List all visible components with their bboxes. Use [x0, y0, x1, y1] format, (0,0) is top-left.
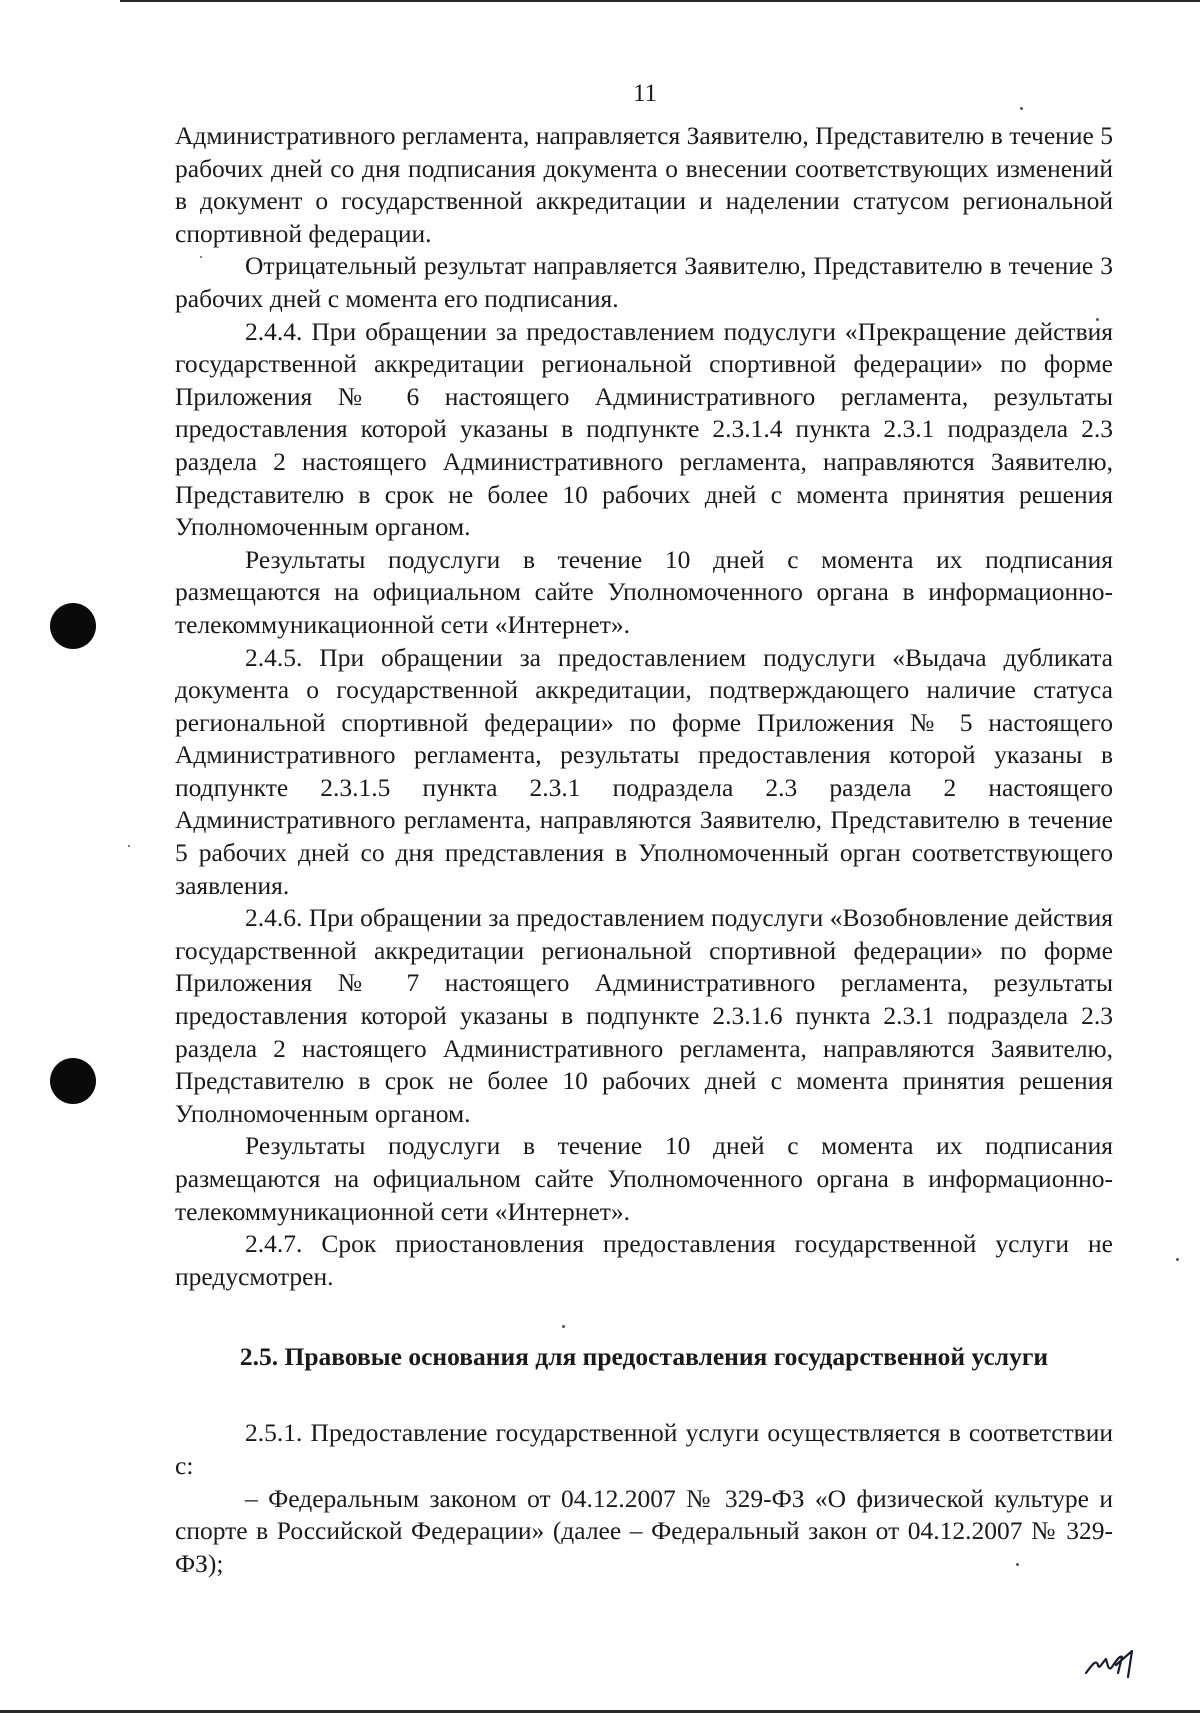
- scan-edge-top: [120, 0, 1200, 2]
- paragraph: 2.4.7. Срок приостановления предоставления государственной услуги не предусмотрен.: [175, 1229, 1113, 1291]
- paragraph: 2.4.4. При обращении за предоставлением подуслуги «Прекращение действия государственной аккредитации региональной спортивной федерации» по форме Приложения № 6 настоящего Административного регламента, результаты предоставления которой указаны в подпункте 2.3.1.4 пункта 2.3.1 подраздела 2.3 раздела 2 настоящего Административного регламента, направляются Заявителю, Представителю в срок не более 10 рабочих дней с момента принятия решения Уполномоченным органом.: [175, 316, 1113, 542]
- paragraph: 2.4.5. При обращении за предоставлением подуслуги «Выдача дубликата документа о государственной аккредитации, подтверждающего наличие статуса региональной спортивной федерации» по форме Приложения № 5 настоящего Административного регламента, результаты предоставления которой указаны в подпункте 2.3.1.5 пункта 2.3.1 подраздела 2.3 раздела 2 настоящего Административного регламента, направляются Заявителю, Представителю в течение 5 рабочих дней со дня представления в Уполномоченный орган соответствующего заявления.: [175, 642, 1113, 900]
- punch-hole-upper: [50, 603, 96, 649]
- section-heading: 2.5. Правовые основания для предоставления государственной услуги: [239, 1342, 1049, 1372]
- paragraph: 2.4.6. При обращении за предоставлением подуслуги «Возобновление действия государственной аккредитации региональной спортивной федерации» по форме Приложения № 7 настоящего Административного регламента, результаты предоставления которой указаны в подпункте 2.3.1.6 пункта 2.3.1 подраздела 2.3 раздела 2 настоящего Административного регламента, направляются Заявителю, Представителю в срок не более 10 рабочих дней с момента принятия решения Уполномоченным органом.: [175, 903, 1113, 1128]
- scan-speck: [1176, 1258, 1179, 1261]
- punch-hole-lower: [50, 1058, 96, 1104]
- list-item: – Федеральным законом от 04.12.2007 № 329-ФЗ «О физической культуре и спорте в Российской Федерации» (далее – Федеральный закон от 04.12.2007 № 329-ФЗ);: [175, 1483, 1113, 1578]
- handwritten-page-mark: [1082, 1643, 1140, 1681]
- paragraph: 2.5.1. Предоставление государственной услуги осуществляется в соответствии с:: [175, 1418, 1113, 1480]
- scan-speck: [128, 845, 130, 847]
- paragraph: Отрицательный результат направляется Заявителю, Представителю в течение 3 рабочих дней с момента его подписания.: [175, 251, 1113, 313]
- paragraph: Результаты подуслуги в течение 10 дней с момента их подписания размещаются на официальном сайте Уполномоченного органа в информационно-телекоммуникационной сети «Интернет».: [175, 544, 1113, 639]
- paragraph: Административного регламента, направляется Заявителю, Представителю в течение 5 рабочих дней со дня подписания документа о внесении соответствующих изменений в документ о государственной аккредитации и наделении статусом региональной спортивной федерации.: [175, 121, 1113, 248]
- document-body: [175, 120, 1113, 1580]
- page-number: 11: [632, 80, 658, 107]
- paragraph: Результаты подуслуги в течение 10 дней с момента их подписания размещаются на официальном сайте Уполномоченного органа в информационно-телекоммуникационной сети «Интернет».: [175, 1131, 1113, 1226]
